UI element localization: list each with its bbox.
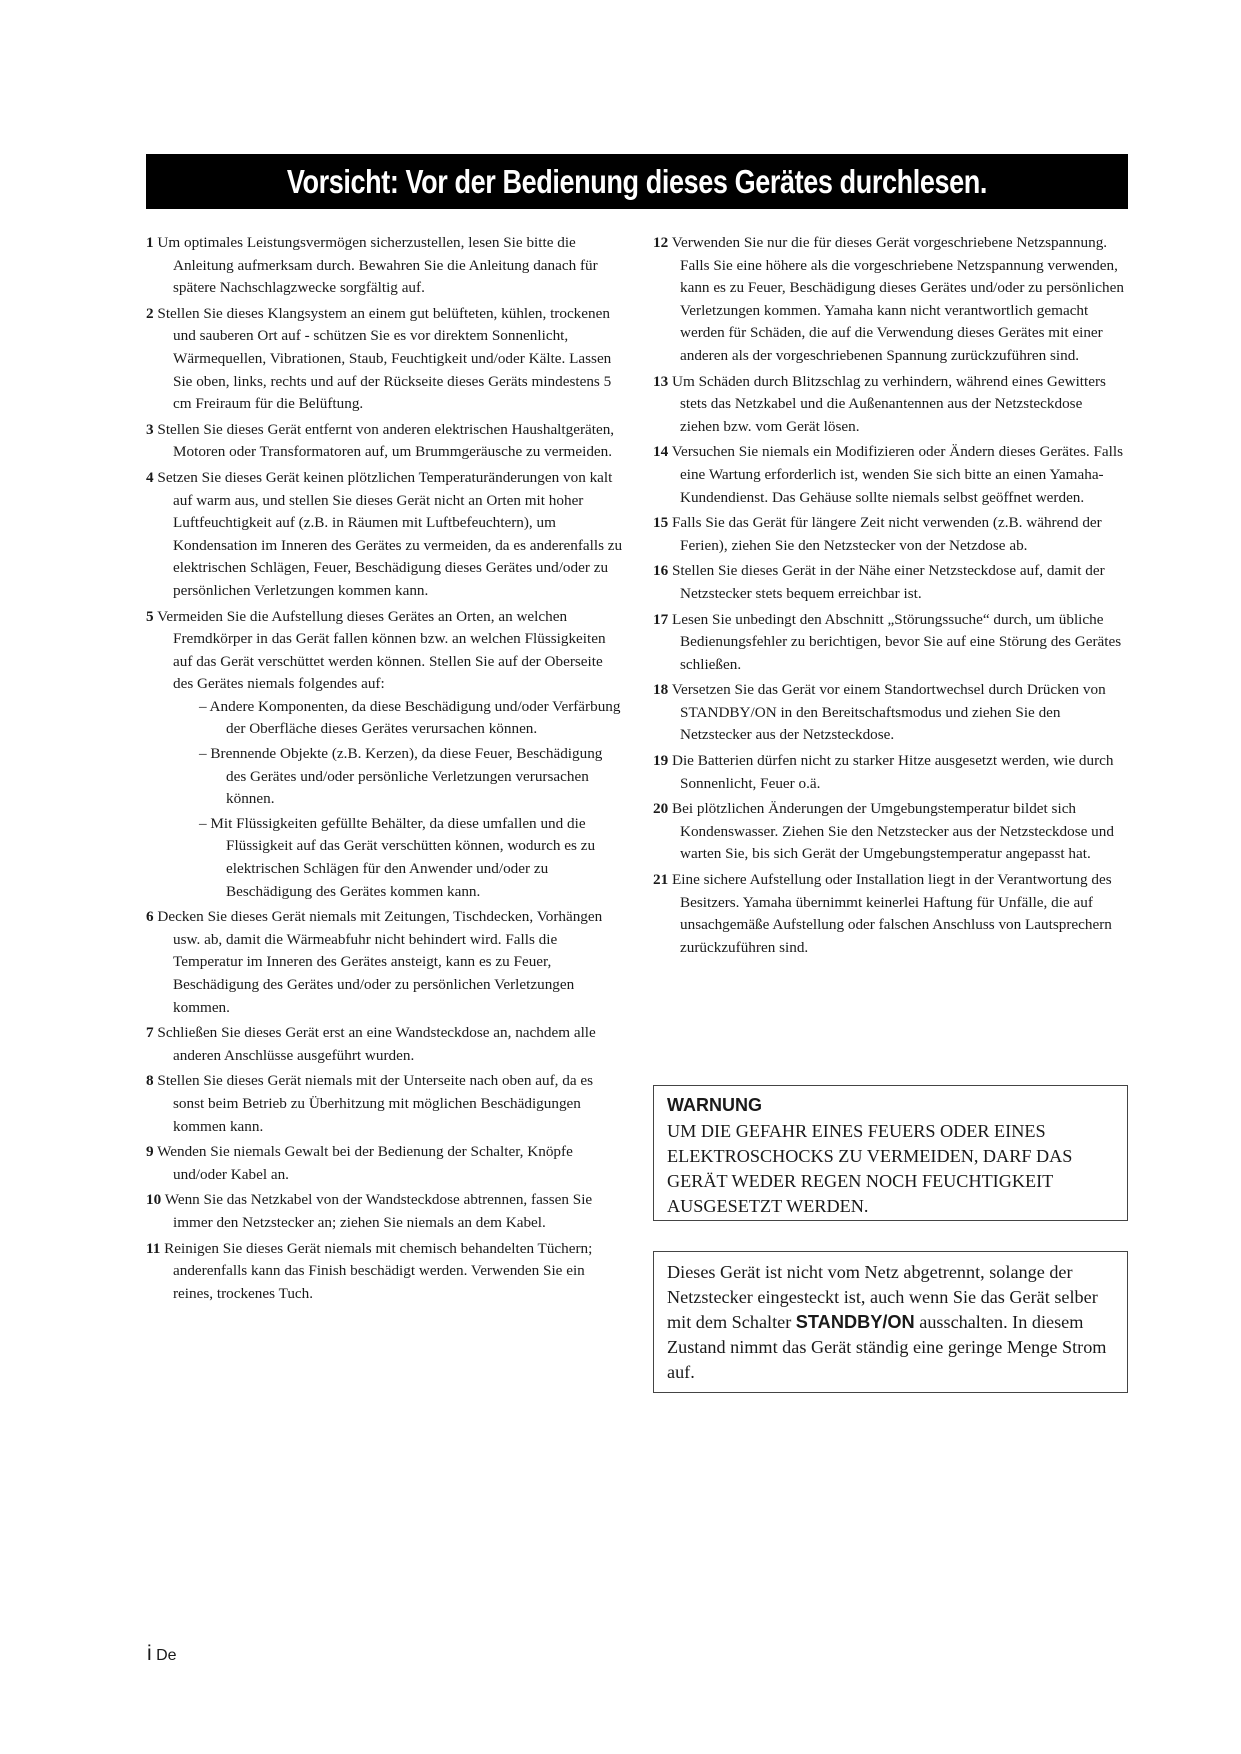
page-number: i bbox=[147, 1642, 152, 1665]
item-text: Stellen Sie dieses Gerät in der Nähe einer Netzsteckdose auf, damit der Netzstecker stets bequem erreichbar ist. bbox=[671, 562, 1105, 602]
sub-list bbox=[173, 696, 624, 903]
list-item bbox=[653, 869, 1125, 959]
sub-item: – Andere Komponenten, da diese Beschädigung und/oder Verfärbung der Oberfläche dieses Gerätes verursachen können. bbox=[199, 697, 621, 738]
warning-box bbox=[653, 1085, 1128, 1221]
item-text: Falls Sie das Gerät für längere Zeit nicht verwenden (z.B. während der Ferien), ziehen Sie den Netzstecker von der Netzdose ab. bbox=[671, 514, 1102, 554]
item-text: Versuchen Sie niemals ein Modifizieren oder Ändern dieses Gerätes. Falls eine Wartung erforderlich ist, wenden Sie sich bitte an einen Yamaha-Kundendienst. Das Gehäuse sollte niemals selbst geöffnet werden. bbox=[671, 443, 1123, 506]
item-text: Lesen Sie unbedingt den Abschnitt „Störungssuche“ durch, um übliche Bedienungsfehler zu berichtigen, bevor Sie auf eine Störung des Gerätes schließen. bbox=[671, 610, 1122, 673]
item-number: 17 bbox=[653, 610, 669, 628]
item-number: 11 bbox=[146, 1239, 161, 1257]
item-text: Setzen Sie dieses Gerät keinen plötzlichen Temperaturänderungen von kalt auf warm aus, und stellen Sie dieses Gerät nicht an Orten mit hoher Luftfeuchtigkeit auf (z.B. in Räumen mit Luftbefeuchtern), um Kondensation im Inneren des Gerätes zu vermeiden, da es anderenfalls zu elektrischen Schlägen, Feuer, Beschädigung dieses Gerätes und/oder zu persönlichen Verletzungen kommen kann. bbox=[157, 468, 623, 599]
item-number: 9 bbox=[146, 1143, 154, 1161]
list-item bbox=[146, 232, 624, 300]
right-column bbox=[653, 232, 1125, 962]
list-item bbox=[653, 798, 1125, 866]
item-text: Eine sichere Aufstellung oder Installation liegt in der Verantwortung des Besitzers. Yamaha übernimmt keinerlei Haftung für Unfälle, die auf unsachgemäße Aufstellung oder falschen Anschluss von Lautsprechern zurückzuführen sind. bbox=[671, 871, 1112, 956]
list-item bbox=[146, 1022, 624, 1067]
page-title: Vorsicht: Vor der Bedienung dieses Gerätes durchlesen. bbox=[286, 162, 988, 200]
item-number: 18 bbox=[653, 681, 669, 699]
header-bar bbox=[146, 154, 1128, 209]
list-item bbox=[653, 371, 1125, 439]
item-text: Bei plötzlichen Änderungen der Umgebungstemperatur bildet sich Kondenswasser. Ziehen Sie den Netzstecker aus der Netzsteckdose und warten Sie, bis sich Gerät der Umgebungstemperatur angepasst hat. bbox=[671, 800, 1114, 863]
language-code: De bbox=[156, 1647, 177, 1664]
item-text: Schließen Sie dieses Gerät erst an eine Wandsteckdose an, nachdem alle anderen Anschlüsse ausgeführt wurden. bbox=[157, 1024, 596, 1064]
list-item bbox=[653, 750, 1125, 795]
list-item bbox=[146, 419, 624, 464]
item-number: 16 bbox=[653, 562, 669, 580]
standby-note-box bbox=[653, 1251, 1128, 1393]
item-text: Die Batterien dürfen nicht zu starker Hitze ausgesetzt werden, wie durch Sonnenlicht, Feuer o.ä. bbox=[671, 752, 1114, 792]
item-number: 5 bbox=[146, 607, 154, 625]
item-text: Verwenden Sie nur die für dieses Gerät vorgeschriebene Netzspannung. Falls Sie eine höhere als die vorgeschriebene Netzspannung verwenden, kann es zu Feuer, Beschädigung dieses Gerätes und/oder zu persönlichen Verletzungen kommen. Yamaha kann nicht verantwortlich gemacht werden für Schäden, die auf die Verwendung dieses Gerätes mit einer anderen als der vorgeschriebenen Spannung zurückzuführen sind. bbox=[671, 234, 1124, 364]
item-number: 7 bbox=[146, 1024, 154, 1042]
list-item bbox=[146, 1070, 624, 1138]
list-item bbox=[653, 609, 1125, 677]
item-number: 8 bbox=[146, 1072, 154, 1090]
list-item bbox=[146, 906, 624, 1019]
item-text: Um optimales Leistungsvermögen sicherzustellen, lesen Sie bitte die Anleitung aufmerksam durch. Bewahren Sie die Anleitung danach für spätere Nachschlagzwecke sorgfältig auf. bbox=[157, 234, 598, 297]
list-item bbox=[653, 232, 1125, 368]
note-strong: STANDBY/ON bbox=[795, 1312, 915, 1332]
list-item bbox=[146, 303, 624, 416]
item-number: 21 bbox=[653, 871, 669, 889]
item-number: 20 bbox=[653, 800, 669, 818]
item-text: Versetzen Sie das Gerät vor einem Standortwechsel durch Drücken von STANDBY/ON in den Bereitschaftsmodus und ziehen Sie den Netzstecker aus der Netzsteckdose. bbox=[671, 681, 1106, 744]
item-number: 3 bbox=[146, 420, 154, 438]
list-item bbox=[146, 606, 624, 904]
list-item bbox=[146, 467, 624, 603]
item-number: 4 bbox=[146, 468, 154, 486]
item-text: Stellen Sie dieses Gerät niemals mit der Unterseite nach oben auf, da es sonst beim Betrieb zu Überhitzung mit möglichen Beschädigungen kommen kann. bbox=[157, 1072, 594, 1135]
sub-item: – Mit Flüssigkeiten gefüllte Behälter, da diese umfallen und die Flüssigkeit auf das Gerät verschütten können, wodurch es zu elektrischen Schlägen für den Anwender und/oder zu Beschädigung des Gerätes kommen kann. bbox=[199, 814, 596, 900]
list-item bbox=[146, 1189, 624, 1234]
list-item bbox=[653, 679, 1125, 747]
list-item bbox=[653, 560, 1125, 605]
item-text: Wenn Sie das Netzkabel von der Wandsteckdose abtrennen, fassen Sie immer den Netzstecker an; ziehen Sie niemals an dem Kabel. bbox=[164, 1191, 593, 1231]
item-text: Decken Sie dieses Gerät niemals mit Zeitungen, Tischdecken, Vorhängen usw. ab, damit die Wärmeabfuhr nicht behindert wird. Falls die Temperatur im Inneren des Gerätes ansteigt, kann es zu Feuer, Beschädigung des Gerätes und/oder zu persönlichen Verletzungen kommen. bbox=[157, 908, 603, 1016]
item-number: 19 bbox=[653, 752, 669, 770]
warning-heading: WARNUNG bbox=[667, 1095, 762, 1115]
item-text: Wenden Sie niemals Gewalt bei der Bedienung der Schalter, Knöpfe und/oder Kabel an. bbox=[157, 1143, 573, 1183]
list-item bbox=[146, 1141, 624, 1186]
note-text-after: ausschalten. In diesem Zustand nimmt das Gerät ständig eine geringe Menge Strom auf. bbox=[667, 1312, 1107, 1382]
left-column bbox=[146, 232, 624, 1308]
item-text: Um Schäden durch Blitzschlag zu verhindern, während eines Gewitters stets das Netzkabel und die Außenantennen aus der Netzsteckdose ziehen bzw. vom Gerät lösen. bbox=[671, 372, 1106, 435]
list-item bbox=[146, 1238, 624, 1306]
item-text: Vermeiden Sie die Aufstellung dieses Gerätes an Orten, an welchen Fremdkörper in das Gerät fallen können bzw. an welchen Flüssigkeiten auf das Gerät verschüttet werden können. Stellen Sie auf der Oberseite des Gerätes niemals folgendes auf: bbox=[157, 607, 606, 693]
item-number: 2 bbox=[146, 304, 154, 322]
item-number: 15 bbox=[653, 514, 669, 532]
item-text: Stellen Sie dieses Klangsystem an einem gut belüfteten, kühlen, trockenen und sauberen Ort auf - schützen Sie es vor direktem Sonnenlicht, Wärmequellen, Vibrationen, Staub, Feuchtigkeit und/oder Kälte. Lassen Sie oben, links, rechts und auf der Rückseite dieses Geräts mindestens 5 cm Freiraum für die Belüftung. bbox=[157, 304, 612, 413]
item-number: 1 bbox=[146, 234, 154, 251]
item-number: 6 bbox=[146, 908, 154, 926]
sub-item: – Brennende Objekte (z.B. Kerzen), da diese Feuer, Beschädigung des Gerätes und/oder persönliche Verletzungen verursachen können. bbox=[199, 745, 603, 808]
item-number: 14 bbox=[653, 443, 669, 461]
item-number: 12 bbox=[653, 234, 669, 251]
item-text: Reinigen Sie dieses Gerät niemals mit chemisch behandelten Tüchern; anderenfalls kann das Finish beschädigt werden. Verwenden Sie ein reines, trockenes Tuch. bbox=[164, 1239, 593, 1302]
item-text: Stellen Sie dieses Gerät entfernt von anderen elektrischen Haushaltgeräten, Motoren oder Transformatoren auf, um Brummgeräusche zu vermeiden. bbox=[157, 420, 615, 461]
list-item bbox=[653, 441, 1125, 509]
note-text-before: Dieses Gerät ist nicht vom Netz abgetrennt, solange der Netzstecker eingesteckt ist, auch wenn Sie das Gerät selber mit dem Schalter bbox=[667, 1262, 1098, 1332]
list-item bbox=[653, 512, 1125, 557]
item-number: 10 bbox=[146, 1191, 162, 1209]
page-footer bbox=[147, 1642, 177, 1666]
warning-text: UM DIE GEFAHR EINES FEUERS ODER EINES ELEKTROSCHOCKS ZU VERMEIDEN, DARF DAS GERÄT WEDER REGEN NOCH FEUCHTIGKEIT AUSGESETZT WERDEN. bbox=[667, 1121, 1073, 1216]
item-number: 13 bbox=[653, 372, 669, 390]
